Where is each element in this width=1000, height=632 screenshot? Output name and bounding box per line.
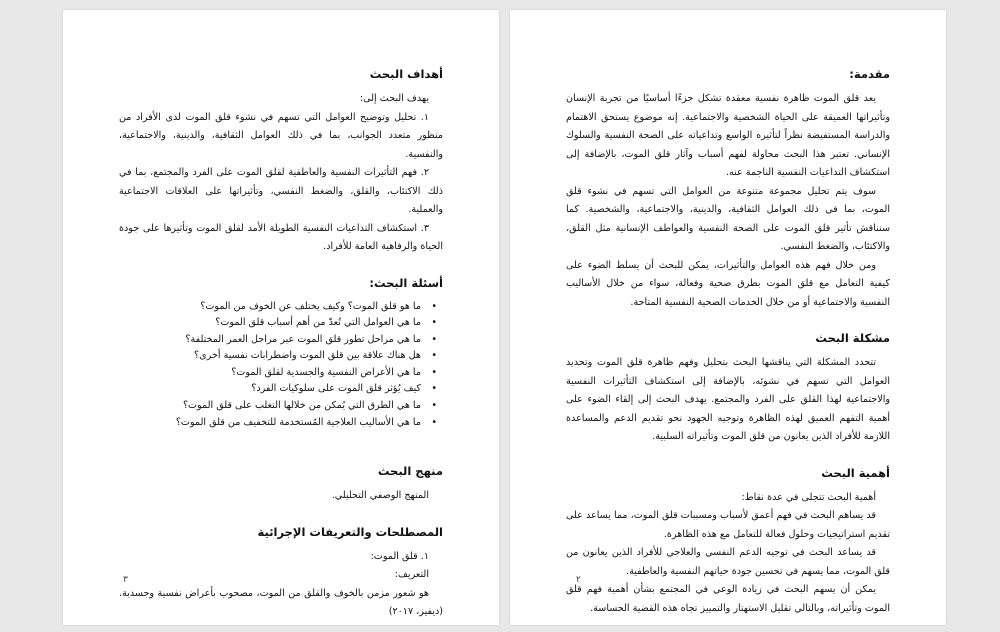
question-item: • ما هي العوامل التي تُعدّ من أهم أسباب قلق الموت؟ (119, 315, 421, 332)
importance-paragraph: أهمية البحث تتجلى في عدة نقاط: (741, 491, 876, 503)
page-3-content (119, 66, 443, 622)
intro-paragraph: سوف يتم تحليل مجموعة متنوعة من العوامل التي تسهم في نشوء قلق الموت، بما في ذلك العوامل الثقافية، والدينية، والاجتماعية، والشخصية. كما سنناقش تأثير قلق الموت على الصحة النفسية والعواطف الإنسانية مثل القلق، والاكتئاب، والضغط النفسي. (566, 185, 890, 252)
objective-2: ٢. فهم التأثيرات النفسية والعاطفية لقلق الموت على الفرد والمجتمع، بما في ذلك الاكتئاب، والقلق، والضغط النفسي، وتأثيراتها على العلاقات الاجتماعية والعملية. (119, 167, 443, 215)
page-2-content (566, 66, 890, 618)
intro-paragraph[interactable]: يعد قلق الموت ظاهرة نفسية معقدة تشكل جزءًا أساسيًا من تجربة الإنسان وتأثيراتها العميقة على الحياة الشخصية والاجتماعية. إنه موضوع يستحق الاهتمام والدراسة المستفيضة نظراً لتأثيره الواسع وتداعياته على الصحة النفسية والسلوك الإنساني. تعتبر هذا البحث محاولة لفهم أسباب وآثار قلق الموت، بالإضافة إلى استكشاف التداعيات النفسية الناجمة عنه. (566, 93, 890, 178)
problem-paragraph: تتحدد المشكلة التي يناقشها البحث بتحليل وفهم ظاهرة قلق الموت وتحديد العوامل التي تسهم في نشوئه، بالإضافة إلى استكشاف التأثيرات النفسية والاجتماعية لهذا القلق على الفرد والمجتمع. يهدف البحث إلى إلقاء الضوء على أهمية التفهم العميق لهذه الظاهرة وتوجيه الجهود نحو تقديم الدعم والمساعدة اللازمة للأفراد الذين يعانون من قلق الموت وتأثيراته السلبية. (566, 357, 890, 442)
objectives-heading: أهداف البحث (369, 67, 443, 81)
question-item: • ما هي مراحل تطور قلق الموت عبر مراحل العمر المختلفة؟ (119, 332, 421, 349)
importance-paragraph: قد يساعد البحث في توجيه الدعم النفسي والعلاجي للأفراد الذين يعانون من قلق الموت، مما يسهم في تحسين جودة حياتهم النفسية والعاطفية. (566, 547, 890, 577)
question-item: • هل هناك علاقة بين قلق الموت واضطرابات نفسية أخرى؟ (119, 348, 421, 365)
definition-text: هو شعور مزمن بالخوف والقلق من الموت، مصحوب بأعراض نفسية وجسدية. (ديفيز، ٢٠١٧) (119, 587, 443, 618)
importance-paragraph: يمكن أن يسهم البحث في زيادة الوعي في المجتمع بشأن أهمية فهم قلق الموت وتأثيراته، وبالتالي تقليل الاستهتار والتمييز تجاه هذه القضية الحساسة. (566, 584, 890, 614)
page-3 (63, 10, 499, 625)
question-item: • ما هي الأعراض النفسية والجسدية لقلق الموت؟ (119, 365, 421, 382)
questions-list (119, 299, 443, 432)
method-text: المنهج الوصفي التحليلي. (331, 490, 429, 502)
importance-paragraph: قد يساهم البحث في فهم أعمق لأسباب ومسببات قلق الموت، مما يساعد على تقديم استراتيجيات وحلول فعالة للتعامل مع هذه الظاهرة. (566, 510, 890, 540)
method-heading: منهج البحث (377, 464, 443, 479)
page-number: ٣ (123, 575, 128, 585)
questions-heading: أسئلة البحث: (369, 275, 443, 290)
page-number: ٢ (576, 575, 581, 585)
question-item: • كيف يُؤثر قلق الموت على سلوكيات الفرد؟ (119, 381, 421, 398)
question-item: • ما هو قلق الموت؟ وكيف يختلف عن الخوف من الموت؟ (119, 299, 421, 316)
terms-heading: المصطلحات والتعريفات الإجرائية (257, 524, 443, 539)
page-2 (510, 10, 946, 625)
intro-heading: مقدمة: (849, 67, 890, 81)
objective-1: ١. تحليل وتوضيح العوامل التي تسهم في نشوء قلق الموت لدى الأفراد من منظور متعدد الجوانب، بما في ذلك العوامل الثقافية، والدينية، والاجتماعية، والنفسية. (119, 111, 443, 160)
objective-3: ٣. استكشاف التداعيات النفسية الطويلة الأمد لقلق الموت وتأثيرها على جودة الحياة والرفاهية العامة للأفراد. (119, 222, 443, 252)
problem-heading: مشكلة البحث (815, 331, 890, 345)
question-item: • ما هي الطرق التي يُمكن من خلالها التغلب على قلق الموت؟ (119, 398, 421, 415)
intro-paragraph: ومن خلال فهم هذه العوامل والتأثيرات، يمكن للبحث أن يسلط الضوء على كيفية التعامل مع قلق الموت بطرق صحية وفعالة، سواء من خلال الأساليب النفسية والاجتماعية أو من خلال الخدمات الصحية النفسية المتاحة. (566, 259, 890, 308)
definition-label: التعريف: (394, 569, 429, 581)
objectives-intro: يهدف البحث إلى: (359, 93, 429, 104)
question-item: • ما هي الأساليب العلاجية المُستخدمة للتخفيف من قلق الموت؟ (119, 415, 421, 432)
term-title: ١. قلق الموت: (370, 550, 429, 562)
importance-heading: أهمية البحث (821, 465, 890, 480)
